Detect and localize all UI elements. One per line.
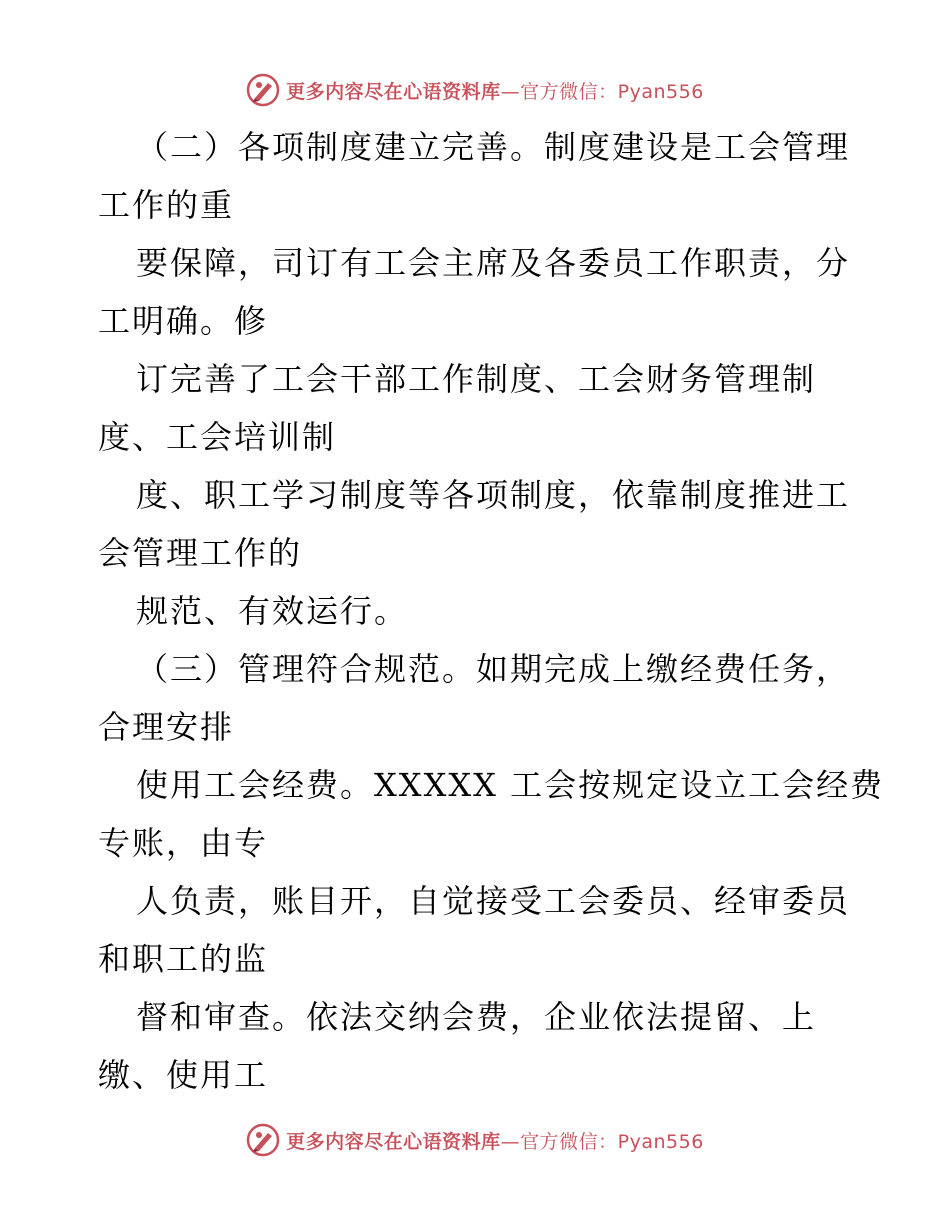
text-line: 督和审查。依法交纳会费，企业依法提留、上 <box>136 998 817 1036</box>
footer-main-text: 更多内容尽在心语资料库 <box>286 1130 501 1153</box>
pen-logo-icon <box>246 1123 280 1157</box>
text-line: 合理安排 <box>98 708 235 746</box>
text-line: 会管理工作的 <box>98 534 303 572</box>
document-body <box>98 118 885 1104</box>
header-main-text: 更多内容尽在心语资料库 <box>286 80 501 103</box>
text-line: （三）管理符合规范。如期完成上缴经费任务， <box>136 650 851 688</box>
text-line: 工明确。修 <box>98 302 269 340</box>
text-line: 订完善了工会干部工作制度、工会财务管理制 <box>136 360 817 398</box>
text-line: （二）各项制度建立完善。制度建设是工会管理 <box>136 128 851 166</box>
text-line: 和职工的监 <box>98 940 269 978</box>
pen-logo-icon <box>246 73 280 107</box>
footer-sub-text: —官方微信：Pyan556 <box>500 1130 704 1153</box>
text-line: 专账，由专 <box>98 824 269 862</box>
text-line: 人负责，账目开，自觉接受工会委员、经审委员 <box>136 882 851 920</box>
text-line: 使用工会经费。XXXXX 工会按规定设立工会经费 <box>136 766 885 804</box>
text-line: 度、职工学习制度等各项制度，依靠制度推进工 <box>136 476 851 514</box>
footer-banner <box>0 1120 950 1160</box>
text-line: 规范、有效运行。 <box>136 592 409 630</box>
header-sub-text: —官方微信：Pyan556 <box>500 80 704 103</box>
header-banner <box>0 70 950 110</box>
text-line: 工作的重 <box>98 186 235 224</box>
text-line: 度、工会培训制 <box>98 418 337 456</box>
text-line: 缴、使用工 <box>98 1056 269 1094</box>
text-line: 要保障，司订有工会主席及各委员工作职责，分 <box>136 244 851 282</box>
